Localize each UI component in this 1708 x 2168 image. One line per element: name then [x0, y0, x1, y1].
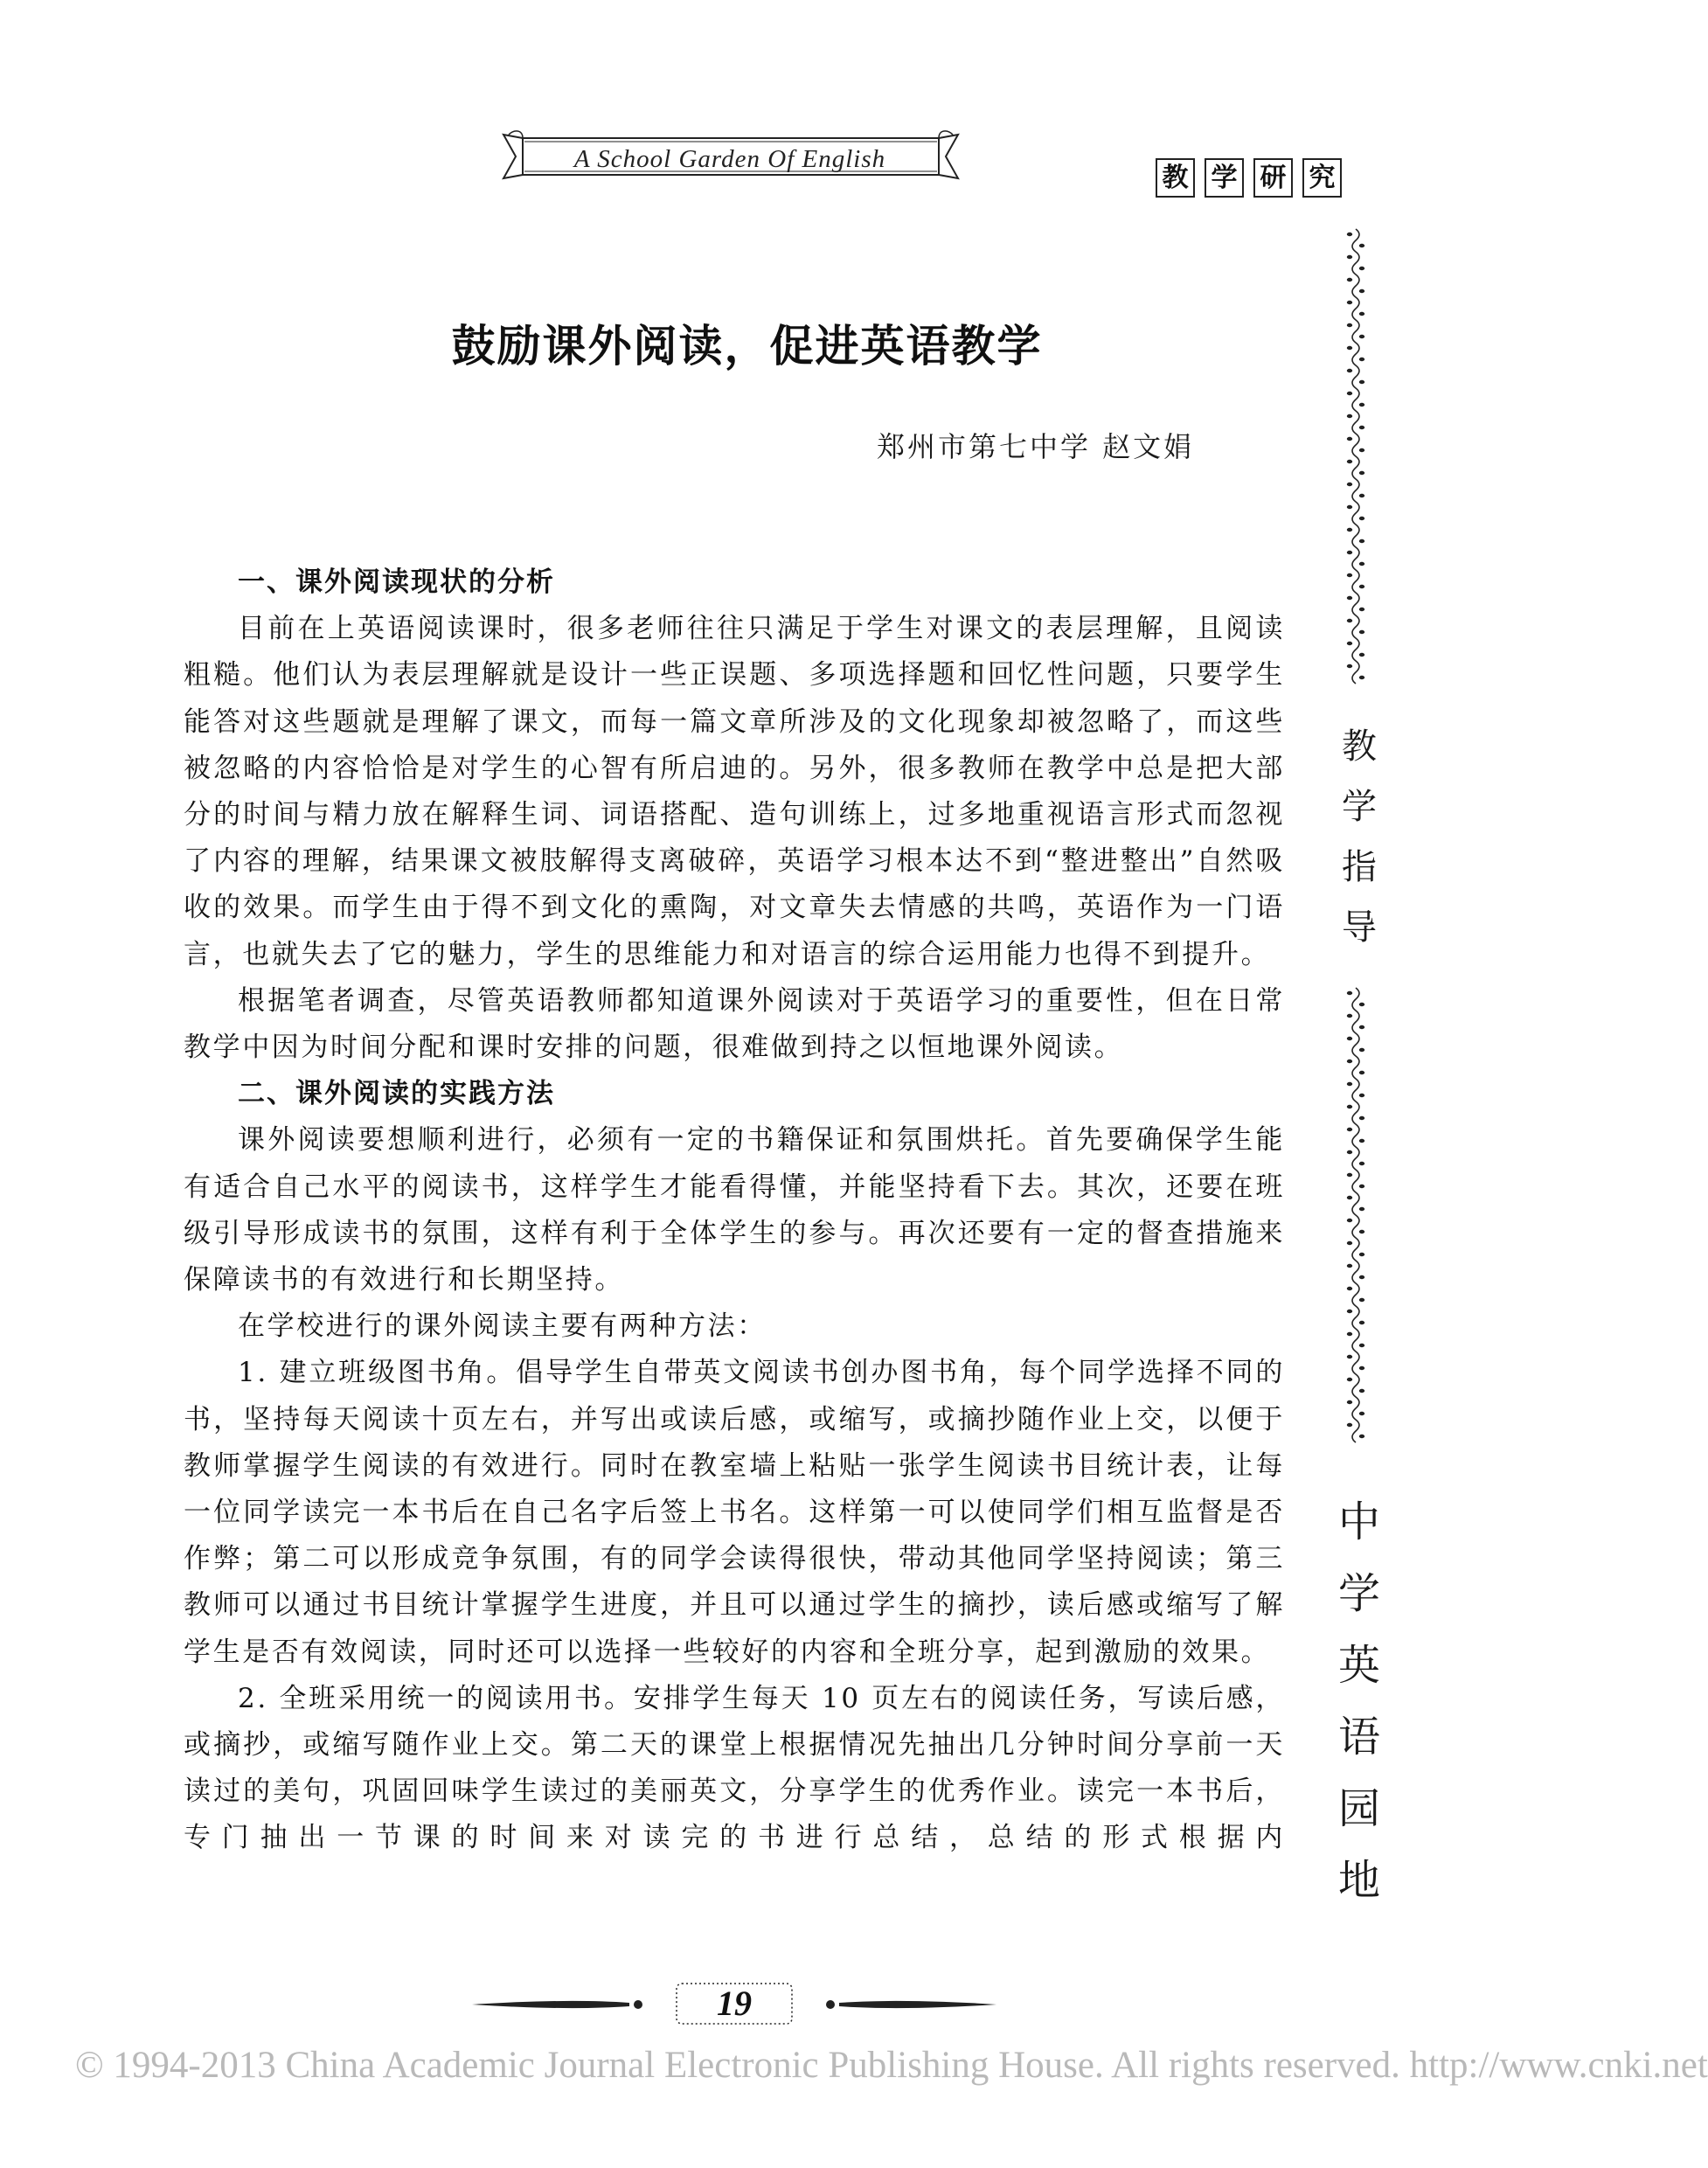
- paragraph: 根据笔者调查，尽管英语教师都知道课外阅读对于英语学习的重要性，但在日常教学中因为时间分配和课时安排的问题，很难做到持之以恒地课外阅读。: [184, 984, 1285, 1064]
- sidebar-char: 中: [1337, 1497, 1380, 1546]
- section-tag: [1156, 158, 1342, 198]
- section-heading: 二、课外阅读的实践方法: [238, 1078, 555, 1110]
- paragraph: 课外阅读要想顺利进行，必须有一定的书籍保证和氛围烘托。首先要确保学生能有适合自己水平的阅读书，这样学生才能看得懂，并能坚持看下去。其次，还要在班级引导形成读书的氛围，这样有利于全体学生的参与。再次还要有一定的督查措施来保障读书的有效进行和长期坚持。: [184, 1124, 1285, 1296]
- sidebar-char: 学: [1337, 1569, 1380, 1618]
- section-tag-char: 究: [1302, 158, 1342, 198]
- paragraph: 2. 全班采用统一的阅读用书。安排学生每天 10 页左右的阅读任务，写读后感，或摘抄，或缩写随作业上交。第二天的课堂上根据情况先抽出几分钟时间分享前一天读过的美句，巩固回味学生读过的美丽英文，分享学生的优秀作业。读完一本书后，专门抽出一节课的时间来对读完的书进行总结，总结的形式根据内: [184, 1682, 1285, 1854]
- banner-title: A School Garden Of English: [573, 145, 886, 173]
- section-tag-char: 研: [1253, 158, 1293, 198]
- section-heading: 一、课外阅读现状的分析: [238, 566, 555, 598]
- vine-ornament-icon: [1343, 229, 1368, 684]
- paragraph: 1. 建立班级图书角。倡导学生自带英文阅读书创办图书角，每个同学选择不同的书，坚持每天阅读十页左右，并写出或读后感，或缩写，或摘抄随作业上交，以便于教师掌握学生阅读的有效进行。同时在教室墙上粘贴一张学生阅读书目统计表，让每一位同学读完一本书后在自己名字后签上书名。这样第一可以使同学们相互监督是否作弊；第二可以形成竞争氛围，有的同学会读得很快，带动其他同学坚持阅读；第三教师可以通过书目统计掌握学生进度，并且可以通过学生的摘抄，读后感或缩写了解学生是否有效阅读，同时还可以选择一些较好的内容和全班分享，起到激励的效果。: [184, 1357, 1285, 1668]
- paragraph: 目前在上英语阅读课时，很多老师往往只满足于学生对课文的表层理解，且阅读粗糙。他们认为表层理解就是设计一些正误题、多项选择题和回忆性问题，只要学生能答对这些题就是理解了课文，而每一篇文章所涉及的文化现象却被忽略了，而这些被忽略的内容恰恰是对学生的心智有所启迪的。另外，很多教师在教学中总是把大部分的时间与精力放在解释生词、词语搭配、造句训练上，过多地重视语言形式而忽视了内容的理解，结果课文被肢解得支离破碎，英语学习根本达不到“整进整出”自然吸收的效果。而学生由于得不到文化的熏陶，对文章失去情感的共鸣，英语作为一门语言，也就失去了它的魅力，学生的思维能力和对语言的综合运用能力也得不到提升。: [184, 613, 1285, 970]
- article-title-text: 鼓励课外阅读，促进英语教学: [451, 321, 1043, 372]
- sidebar-label-top: [1333, 717, 1385, 958]
- section-tag-char: 教: [1156, 158, 1195, 198]
- sidebar-char: 导: [1342, 907, 1377, 948]
- vine-divider-bottom: [1343, 988, 1368, 1442]
- page-number: 19: [717, 1984, 752, 2023]
- page-number-ornament: [472, 1983, 996, 2026]
- vine-ornament-icon: [1343, 988, 1368, 1442]
- sidebar-char: 学: [1342, 787, 1377, 827]
- sidebar-label-bottom: [1333, 1486, 1385, 1916]
- vine-divider-top: [1343, 229, 1368, 684]
- copyright-watermark: © 1994-2013 China Academic Journal Electronic Publishing House. All rights reserved. http://www.cnki.net: [75, 2045, 1708, 2086]
- article-title: [0, 311, 1497, 374]
- sidebar-char: 指: [1342, 847, 1377, 887]
- sidebar-char: 园: [1337, 1784, 1380, 1833]
- sidebar-char: 教: [1342, 726, 1377, 767]
- paragraph: 在学校进行的课外阅读主要有两种方法：: [238, 1310, 767, 1343]
- article-author: 郑州市第七中学 赵文娟: [877, 430, 1195, 463]
- sidebar-char: 语: [1337, 1713, 1380, 1762]
- sidebar-char: 地: [1337, 1856, 1380, 1905]
- journal-banner: [496, 129, 963, 184]
- sidebar-char: 英: [1337, 1641, 1380, 1690]
- section-tag-char: 学: [1205, 158, 1244, 198]
- article-body: [184, 559, 1285, 1862]
